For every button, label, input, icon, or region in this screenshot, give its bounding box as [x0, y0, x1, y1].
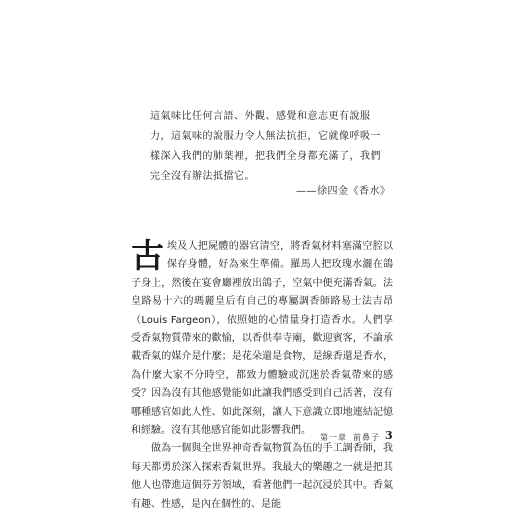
drop-cap: 古 [131, 236, 164, 275]
chapter-title: 前鼻子 [353, 433, 380, 442]
epigraph [150, 107, 390, 187]
paragraph-1: 埃及人把屍體的器官清空，將香氣材料塞滿空腔以保存身體，好為來生準備。羅馬人把玫瑰水灑在鴿子身上，然後在宴會廳裡放出鴿子，空氣中便充滿香氣。法皇路易十六的瑪麗皇后有自己的專屬調香師路易士法吉昂（Louis Fargeon），依照她的心情量身打造香水。人們享受香氣物質帶來的歡愉，以香供奉寺廟，歡迎賓客，不論承載香氣的媒介是什麼；是花朵還是食物，是線香還是香水，為什麼大家不分時空，都致力體驗或沉迷於香氣帶來的感受？因為沒有其他感覺能如此讓我們感受到自己活著，沒有哪種感官如此人性、如此深刻，讓人下意識立即地連結記憶和經驗。沒有其他感官能如此影響我們。 [131, 241, 393, 437]
paragraph-2: 做為一個與全世界神奇香氣物質為伍的手工調香師，我每天都勇於深入探索香氣世界。我最大的樂趣之一就是把其他人也帶進這個芬芳領域，看著他們一起沉浸於其中。香氣有趣、性感，是內在個性的、是能 [131, 443, 393, 510]
epigraph-text: 這氣味比任何言語、外觀、感覺和意志更有說服力，這氣味的說服力令人無法抗拒，它就像呼吸一樣深入我們的肺葉裡，把我們全身都充滿了，我們完全沒有辦法抵擋它。 [150, 111, 381, 182]
page-number: 3 [385, 429, 393, 442]
body-text [131, 238, 393, 514]
epigraph-attribution: ——徐四金《香水》 [296, 186, 391, 197]
chapter-label: 第一章 [320, 433, 347, 442]
running-footer [320, 432, 386, 443]
